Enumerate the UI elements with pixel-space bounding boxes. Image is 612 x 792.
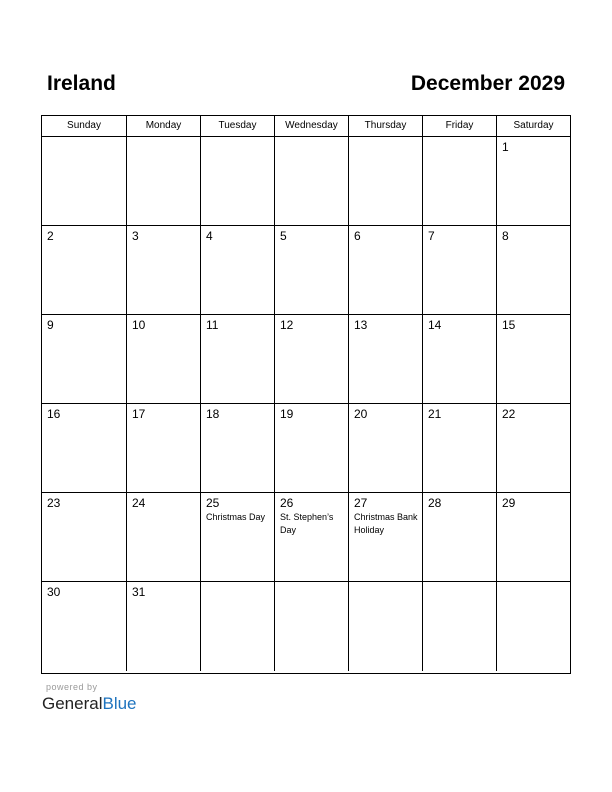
day-number: 1 xyxy=(502,140,509,154)
day-cell xyxy=(497,315,570,404)
calendar-grid xyxy=(41,115,571,674)
day-cell xyxy=(201,315,275,404)
holiday-label: St. Stephen’s Day xyxy=(280,512,334,535)
weekday-header-thursday: Thursday xyxy=(349,116,423,137)
day-number: 3 xyxy=(132,229,139,243)
day-cell xyxy=(42,582,127,671)
day-number: 4 xyxy=(206,229,213,243)
day-number: 10 xyxy=(132,318,146,332)
weekday-header-saturday: Saturday xyxy=(497,116,570,137)
day-cell xyxy=(275,493,349,582)
day-cell xyxy=(127,404,201,493)
day-cell xyxy=(423,493,497,582)
day-cell xyxy=(497,226,570,315)
day-number: 23 xyxy=(47,496,61,510)
day-cell xyxy=(349,582,423,671)
weekday-header-sunday: Sunday xyxy=(42,116,127,137)
day-cell xyxy=(42,493,127,582)
brand-general-text: General xyxy=(42,694,103,713)
day-number: 8 xyxy=(502,229,509,243)
day-number: 11 xyxy=(206,318,219,332)
brand-blue-text: Blue xyxy=(102,694,137,713)
day-cell xyxy=(349,493,423,582)
day-cell xyxy=(42,315,127,404)
powered-by-text: powered by xyxy=(46,682,98,692)
day-cell xyxy=(42,404,127,493)
day-number: 14 xyxy=(428,318,442,332)
day-cell xyxy=(423,226,497,315)
day-cell xyxy=(423,404,497,493)
day-cell xyxy=(349,137,423,226)
weekday-header-tuesday: Tuesday xyxy=(201,116,275,137)
day-number: 12 xyxy=(280,318,294,332)
day-number: 31 xyxy=(132,585,146,599)
weekday-header-friday: Friday xyxy=(423,116,497,137)
day-number: 19 xyxy=(280,407,294,421)
holiday-label: Christmas Day xyxy=(206,512,266,522)
weekday-header-monday: Monday xyxy=(127,116,201,137)
weekday-header-wednesday: Wednesday xyxy=(275,116,349,137)
day-cell xyxy=(275,137,349,226)
day-cell xyxy=(42,137,127,226)
day-number: 22 xyxy=(502,407,516,421)
day-cell xyxy=(497,582,570,671)
day-number: 29 xyxy=(502,496,516,510)
day-cell xyxy=(201,582,275,671)
day-cell xyxy=(201,493,275,582)
day-cell xyxy=(42,226,127,315)
day-cell xyxy=(201,137,275,226)
day-number: 30 xyxy=(47,585,61,599)
day-number: 5 xyxy=(280,229,287,243)
day-number: 24 xyxy=(132,496,146,510)
day-cell xyxy=(127,137,201,226)
day-cell xyxy=(349,404,423,493)
day-number: 21 xyxy=(428,407,442,421)
day-number: 27 xyxy=(354,496,368,510)
day-number: 17 xyxy=(132,407,146,421)
generalblue-logo[interactable] xyxy=(42,694,137,714)
day-cell xyxy=(423,137,497,226)
day-cell xyxy=(275,404,349,493)
day-number: 9 xyxy=(47,318,54,332)
day-number: 2 xyxy=(47,229,54,243)
day-number: 28 xyxy=(428,496,442,510)
holiday-label: Christmas Bank Holiday xyxy=(354,512,418,535)
day-cell xyxy=(423,582,497,671)
day-number: 16 xyxy=(47,407,61,421)
day-cell xyxy=(497,137,570,226)
day-number: 13 xyxy=(354,318,368,332)
day-cell xyxy=(127,493,201,582)
day-number: 18 xyxy=(206,407,220,421)
day-number: 26 xyxy=(280,496,294,510)
day-cell xyxy=(127,582,201,671)
day-number: 20 xyxy=(354,407,368,421)
day-number: 6 xyxy=(354,229,361,243)
month-year-title: December 2029 xyxy=(410,72,565,95)
day-number: 25 xyxy=(206,496,220,510)
day-number: 15 xyxy=(502,318,516,332)
day-cell xyxy=(201,226,275,315)
day-cell xyxy=(497,404,570,493)
country-title: Ireland xyxy=(47,72,116,95)
day-cell xyxy=(127,315,201,404)
day-cell xyxy=(201,404,275,493)
day-cell xyxy=(497,493,570,582)
day-cell xyxy=(423,315,497,404)
day-cell xyxy=(275,582,349,671)
day-cell xyxy=(349,315,423,404)
day-cell xyxy=(275,315,349,404)
day-cell xyxy=(275,226,349,315)
day-cell xyxy=(127,226,201,315)
day-number: 7 xyxy=(428,229,435,243)
day-cell xyxy=(349,226,423,315)
